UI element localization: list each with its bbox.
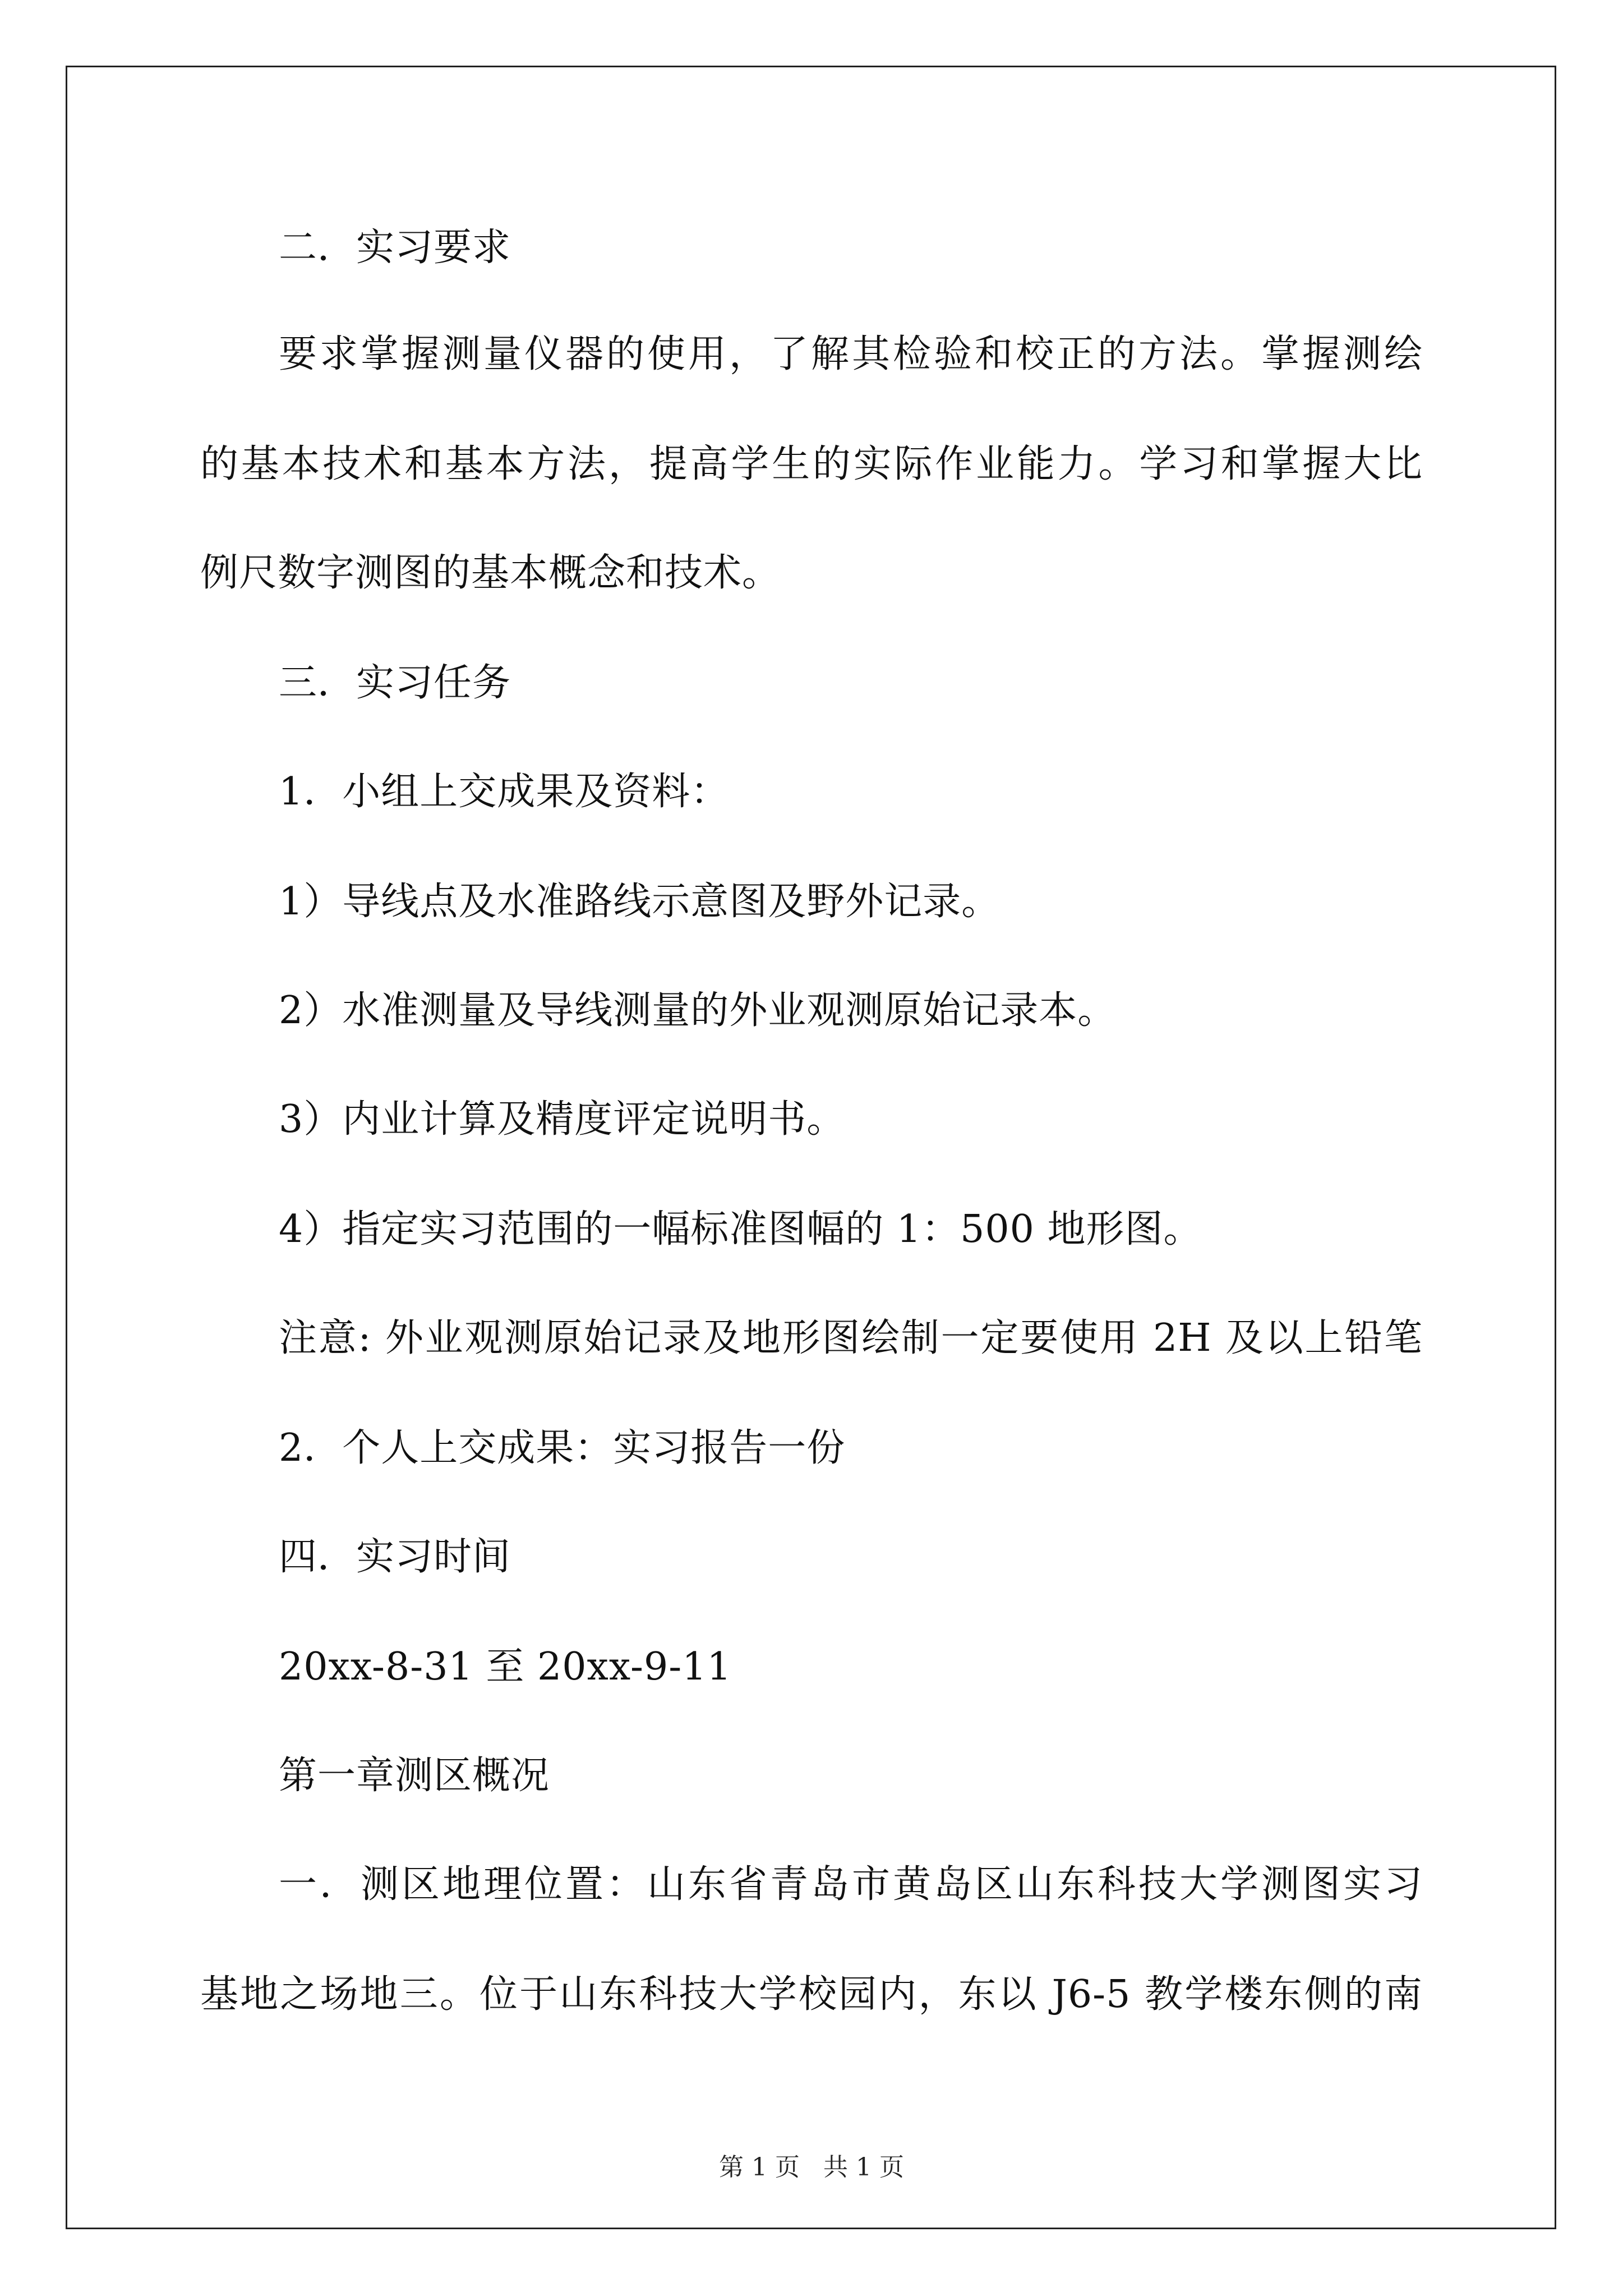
date-range: 20xx-8-31 至 20xx-9-11 <box>279 1645 732 1689</box>
paragraph-line: 例尺数字测图的基本概念和技术。 <box>200 551 781 595</box>
list-item: 1．小组上交成果及资料： <box>279 770 730 814</box>
list-item: 4）指定实习范围的一幅标准图幅的 1：500 地形图。 <box>279 1207 1202 1251</box>
section-heading-requirements: 二．实习要求 <box>279 226 511 270</box>
list-item: 3）内业计算及精度评定说明书。 <box>279 1097 846 1142</box>
paragraph-line: 基地之场地三。位于山东科技大学校园内，东以 J6-5 教学楼东侧的南 <box>200 1972 1423 2017</box>
note-line: 注意: 外业观测原始记录及地形图绘制一定要使用 2H 及以上铅笔 <box>279 1316 1423 1360</box>
list-item: 1）导线点及水准路线示意图及野外记录。 <box>279 880 1000 924</box>
list-item: 2）水准测量及导线测量的外业观测原始记录本。 <box>279 988 1117 1033</box>
page-footer: 第 1 页 共 1 页 <box>719 2153 904 2182</box>
paragraph-line: 一．测区地理位置：山东省青岛市黄岛区山东科技大学测图实习 <box>279 1862 1423 1907</box>
paragraph-line: 要求掌握测量仪器的使用，了解其检验和校正的方法。掌握测绘 <box>279 332 1423 376</box>
paragraph-line: 的基本技术和基本方法，提高学生的实际作业能力。学习和掌握大比 <box>200 442 1423 486</box>
list-item: 2．个人上交成果：实习报告一份 <box>279 1426 846 1470</box>
section-heading-tasks: 三．实习任务 <box>279 661 511 705</box>
chapter-heading: 第一章测区概况 <box>279 1754 550 1798</box>
section-heading-time: 四．实习时间 <box>279 1535 511 1579</box>
